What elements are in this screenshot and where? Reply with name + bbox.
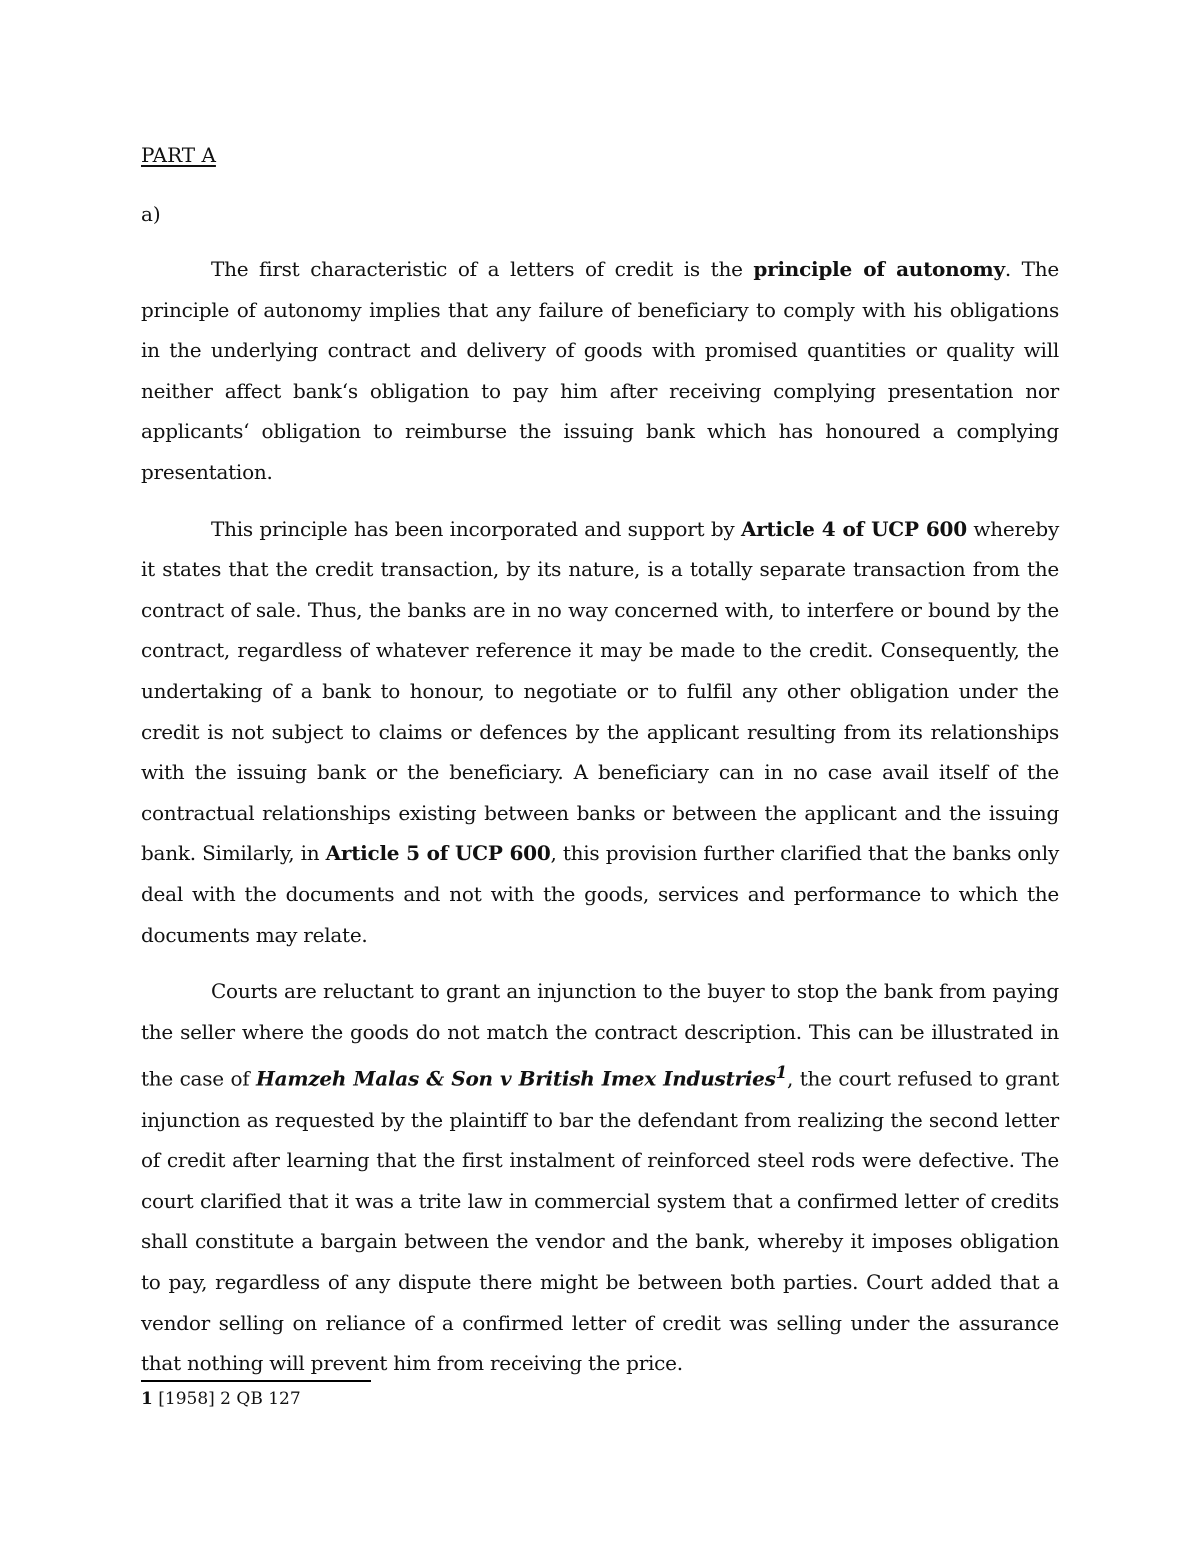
footnote-separator (141, 1380, 371, 1382)
footnote-text: [1958] 2 QB 127 (152, 1389, 301, 1409)
bold-term-principle-of-autonomy: principle of autonomy (753, 257, 1005, 281)
text-run: This principle has been incorporated and support by (211, 516, 741, 541)
text-run: The first characteristic of a letters of credit is the (211, 257, 754, 281)
text-run: , the court refused to grant injunction as requested by the plaintiff to bar the defendant from realizing the second letter of credit after learning that the first instalment of reinforced steel rods were defective. The court clarified that it was a trite law in commercial system that a confirmed letter of credits shall constitute a bargain between the vendor and the bank, whereby it imposes obligation to pay, regardless of any dispute there might be between both parties. Court added that a vendor selling on reliance of a confirmed letter of credit was selling under the assurance that nothing will prevent him from receiving the price. (141, 1066, 1059, 1376)
body-text (141, 249, 1059, 1400)
text-run: whereby it states that the credit transaction, by its nature, is a totally separate transaction from the contract of sale. Thus, the banks are in no way concerned with, to interfere or bound by the contract, regardless of whatever reference it may be made to the credit. Consequently, the undertaking of a bank to honour, to negotiate or to fulfil any other obligation under the credit is not subject to claims or defences by the applicant resulting from its relationships with the issuing bank or the beneficiary. A beneficiary can in no case avail itself of the contractual relationships existing between banks or between the applicant and the issuing bank. Similarly, in (141, 516, 1059, 866)
bold-term-article-4: Article 4 of UCP 600 (740, 516, 967, 541)
part-heading: PART A (141, 143, 216, 167)
footnote-reference[interactable]: 1 (775, 1062, 788, 1083)
section-label: a) (141, 202, 161, 226)
footnote (141, 1389, 301, 1409)
text-run: Courts are reluctant to grant an injunction to the buyer to stop the bank from paying the seller where the goods do not match the contract description. This can be illustrated in the case of (141, 979, 1059, 1091)
text-run: . The principle of autonomy implies that any failure of beneficiary to comply with his obligations in the underlying contract and delivery of goods with promised quantities or quality will neither affect bank‘s obligation to pay him after receiving complying presentation nor applicants‘ obligation to reimburse the issuing bank which has honoured a complying presentation. (141, 257, 1059, 484)
paragraph-autonomy (141, 249, 1059, 493)
bold-term-article-5: Article 5 of UCP 600 (325, 841, 551, 866)
footnote-number: 1 (141, 1389, 153, 1409)
paragraph-ucp-articles (141, 509, 1059, 956)
case-name: Hamzeh Malas & Son v British Imex Industries (256, 1066, 776, 1091)
paragraph-case-law (141, 971, 1059, 1384)
text-run: , this provision further clarified that the banks only deal with the documents and not with the goods, services and performance to which the documents may relate. (141, 841, 1060, 947)
